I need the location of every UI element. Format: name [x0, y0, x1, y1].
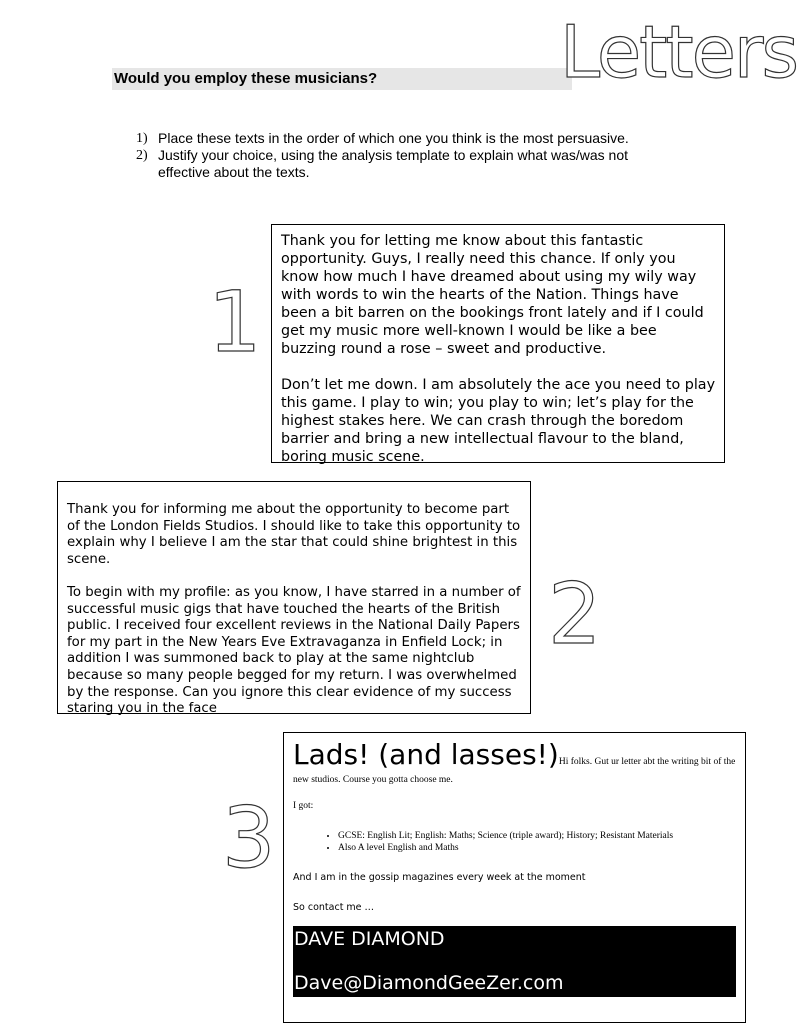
- letter-3-signature-block: [293, 926, 736, 997]
- letter-3-box: [283, 732, 746, 1023]
- instruction-item: [136, 147, 656, 181]
- letter-3-qualifications: [293, 830, 736, 854]
- instruction-item: [136, 130, 656, 147]
- letter-2-paragraph: To begin with my profile: as you know, I have starred in a number of successful music gigs that have touched the hearts of the British public. I received four excellent reviews in the National Daily Papers for my part in the New Years Eve Extravaganza in Enfield Lock; in addition I was summoned back to play at the same nightclub because so many people begged for my return. I was overwhelmed by the response. Can you ignore this clear evidence of my success staring you in the face: [67, 584, 521, 717]
- letter-2-paragraph: Thank you for informing me about the opportunity to become part of the London Fields Studios. I should like to take this opportunity to explain why I believe I am the star that could shine brightest in this scene.: [67, 502, 521, 567]
- letter-number-2: 2: [548, 565, 602, 663]
- list-item: • GCSE: English Lit; English: Maths; Science (triple award); History; Resistant Materials: [338, 830, 736, 842]
- letter-3-gossip: And I am in the gossip magazines every week at the moment: [293, 872, 586, 883]
- letter-1-box: [271, 224, 725, 463]
- letter-3-name: DAVE DIAMOND: [294, 928, 445, 950]
- letter-number-1: 1: [208, 273, 262, 371]
- instruction-text: Place these texts in the order of which one you think is the most persuasive.: [158, 130, 629, 146]
- instruction-number: 1): [136, 131, 148, 146]
- letter-2-box: [57, 481, 531, 717]
- letter-3-intro: Hi folks. Gut ur letter abt the writing bit of the new studios. Course you gotta choose me.: [293, 757, 736, 785]
- letter-3-greeting: Lads! (and lasses!): [293, 738, 559, 771]
- list-item: • Also A level English and Maths: [338, 842, 736, 854]
- letter-3-contact: So contact me …: [293, 902, 375, 913]
- page-title: Would you employ these musicians?: [114, 70, 378, 87]
- letter-3-email: Dave@DiamondGeeZer.com: [294, 972, 564, 994]
- letters-word-art: Letters: [560, 10, 797, 94]
- letter-number-3: 3: [222, 789, 276, 887]
- instruction-number: 2): [136, 148, 148, 163]
- letter-3-opening: [293, 738, 736, 786]
- letter-1-paragraph: Don’t let me down. I am absolutely the ace you need to play this game. I play to win; you play to win; let’s play for the highest stakes here. We can crash through the boredom barrier and bring a new intellectual flavour to the bland, boring music scene.: [281, 377, 716, 465]
- letter-1-paragraph: Thank you for letting me know about this fantastic opportunity. Guys, I really need this chance. If only you know how much I have dreamed about using my wily way with words to win the hearts of the Nation. Things have been a bit barren on the bookings front lately and if I could get my music more well-known I would be like a bee buzzing round a rose – sweet and productive.: [281, 233, 704, 357]
- letter-3-i-got: I got:: [293, 801, 314, 811]
- instruction-text: Justify your choice, using the analysis template to explain what was/was not effective about the texts.: [158, 147, 629, 180]
- instructions-list: [136, 130, 656, 181]
